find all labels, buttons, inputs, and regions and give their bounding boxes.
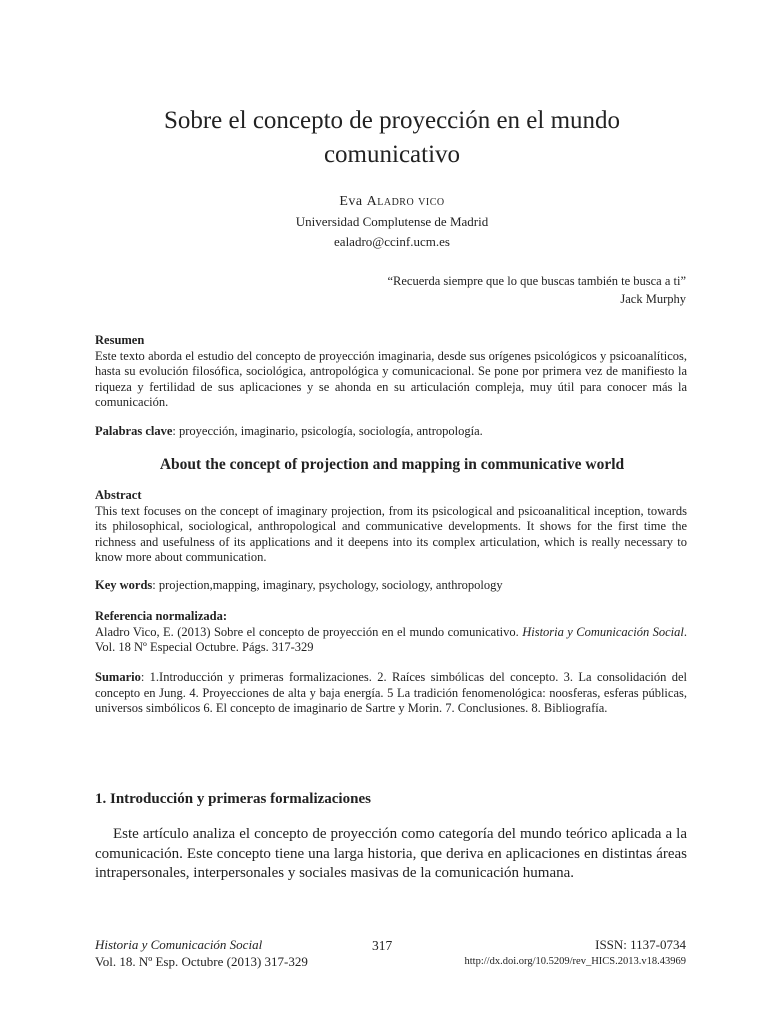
sumario-text: : 1.Introducción y primeras formalizaciones. 2. Raíces simbólicas del concepto. 3. La consolidación del concepto en Jung. 4. Proyecciones de alta y baja energía. 5 La tradición fenomenológica: noosferas, esferas públicas, universos simbólicos 6. El concepto de imaginario de Sartre y Morin. 7. Conclusiones. 8. Bibliografía. [95, 670, 687, 715]
referencia-text-after: . Vol. 18 Nº Especial Octubre. Págs. 317-329 [95, 624, 687, 654]
referencia-journal: Historia y Comunicación Social [522, 624, 684, 639]
author-affiliation: Universidad Complutense de Madrid [295, 214, 489, 229]
author-block [96, 192, 688, 252]
abstract-text: This text focuses on the concept of imaginary projection, from its psicological and psicoanalitical inception, towards its philosophical, sociological, anthropological and communicative developments. It shows for the first time the richness and usefulness of its applications and it deepens into its complex articulation, which is really necessary to know more about communication. [95, 503, 687, 564]
resumen-heading: Resumen [95, 333, 145, 347]
keywords [95, 578, 687, 594]
epigraph [388, 272, 687, 308]
footer-journal: Historia y Comunicación Social [95, 937, 263, 952]
referencia-heading: Referencia normalizada: [95, 609, 228, 623]
referencia-text-before: Aladro Vico, E. (2013) Sobre el concepto de proyección en el mundo comunicativo. [95, 624, 523, 639]
abstract-heading: Abstract [95, 488, 142, 502]
abstract-block [95, 488, 687, 566]
epigraph-text: “Recuerda siempre que lo que buscas también te busca a ti” [387, 274, 686, 288]
section-title: 1. Introducción y primeras formalizaciones [95, 791, 371, 807]
footer-volume: Vol. 18. Nº Esp. Octubre (2013) 317-329 [95, 954, 308, 969]
author-name [96, 192, 688, 212]
sumario-block [95, 670, 687, 717]
palabras-clave-label: Palabras clave [95, 424, 173, 438]
article-title: Sobre el concepto de proyección en el mundo comunicativo [163, 107, 621, 168]
footer-doi-link[interactable]: http://dx.doi.org/10.5209/rev_HICS.2013.v18.43969 [464, 956, 686, 967]
sumario-label: Sumario [95, 670, 141, 684]
section-paragraph: Este artículo analiza el concepto de proyección como categoría del mundo teórico aplicada a la comunicación. Este concepto tiene una larga historia, que deriva en aplicaciones en distintas áreas intrapersonales, interpersonales y sociales masivas de la comunicación humana. [95, 826, 687, 881]
footer-issn: ISSN: 1137-0734 [595, 937, 686, 952]
page-number: 317 [372, 938, 393, 953]
footer-identifiers [465, 936, 686, 970]
resumen-text: Este texto aborda el estudio del concepto de proyección imaginaria, desde sus orígenes psicológicos y psicoanalíticos, hasta su evolución filosófica, sociológica, antropológica y comunicacional. Se pone por primera vez de manifiesto la riqueza y fertilidad de sus aplicaciones y se ahonda en su articulación compleja, muy útil para conocer más la comunicación. [95, 348, 687, 409]
english-title: About the concept of projection and mapping in communicative world [159, 456, 625, 473]
epigraph-attribution: Jack Murphy [620, 292, 686, 306]
palabras-clave-text: : proyección, imaginario, psicología, sociología, antropología. [172, 424, 483, 438]
author-email[interactable]: ealadro@ccinf.ucm.es [334, 234, 450, 249]
keywords-text: : projection,mapping, imaginary, psychology, sociology, anthropology [152, 578, 503, 592]
author-last-name: Aladro vico [366, 194, 445, 209]
footer-journal-info [95, 936, 308, 970]
referencia-block [95, 609, 687, 656]
resumen-block [95, 333, 687, 411]
author-first-name: Eva [339, 194, 363, 209]
palabras-clave [95, 424, 687, 440]
keywords-label: Key words [95, 578, 153, 592]
